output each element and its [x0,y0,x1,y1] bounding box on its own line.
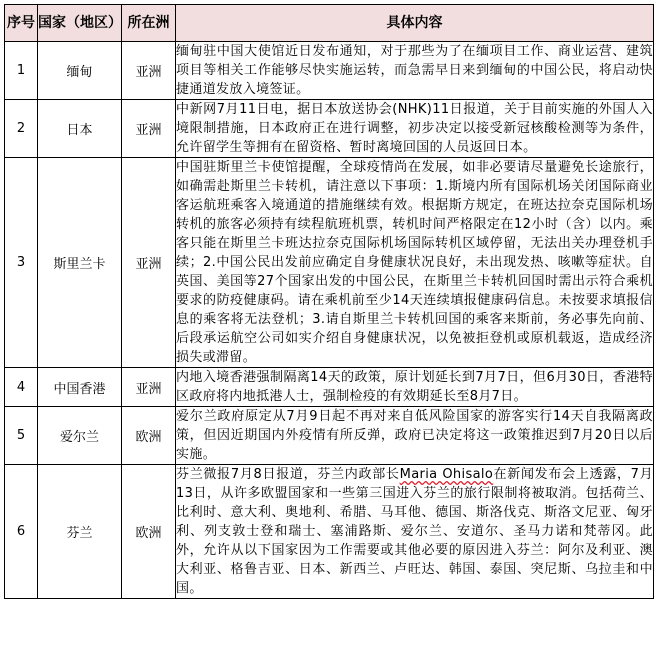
header-content: 具体内容 [176,5,654,42]
row-content: 中国驻斯里兰卡使馆提醒，全球疫情尚在发展，如非必要请尽量避免长途旅行，如确需赴斯里兰卡转机，请注意以下事项：1.斯境内所有国际机场关闭国际商业客运航班乘客入境通道的措施继续有效。根据斯方规定，在班达拉奈克国际机场转机的旅客必须持有续程航班机票，转机时间严格限定在12小时（含）以内。乘客只能在斯里兰卡班达拉奈克国际机场国际转机区域停留，无法出关办理登机手续；2.中国公民出发前应确定自身健康状况良好，未出现发热、咳嗽等症状。自英国、美国等27个国家出发的中国公民，在斯里兰卡转机回国时需出示符合乘机要求的防疫健康码。请在乘机前至少14天连续填报健康码信息。未按要求填报信息的乘客将无法登机；3.请自斯里兰卡转机回国的乘客来斯前，务必事先向前、后段承运航空公司如实介绍自身健康状况，以免被拒登机或原机载返，造成经济损失或滞留。 [176,158,654,368]
row-country: 斯里兰卡 [38,158,122,368]
row-region: 亚洲 [122,42,176,100]
table-row [5,407,654,465]
table-row [5,100,654,158]
row-content: 缅甸驻中国大使馆近日发布通知，对于那些为了在缅项目工作、商业运营、建筑项目等相关工作能够尽快实施运转，而急需早日来到缅甸的中国公民，将启动快捷通道发放入境签证。 [176,42,654,100]
content-text: 在新闻发布会上透露，7月13日，从许多欧盟国家和一些第三国进入芬兰的旅行限制将被取消。包括荷兰、比利时、意大利、奥地利、希腊、马耳他、德国、斯洛伐克、斯洛文尼亚、匈牙利、列支敦士登和瑞士、塞浦路斯、爱尔兰、安道尔、圣马力诺和梵蒂冈。此外，允许从以下国家因为工作需要或其他必要的原因进入芬兰：阿尔及利亚、澳大利亚、格鲁吉亚、日本、新西兰、卢旺达、韩国、泰国、突尼斯、乌拉圭和中国。 [176,467,653,596]
row-seq: 2 [5,100,38,158]
row-content: 内地入境香港强制隔离14天的政策，原计划延长到7月7日，但6月30日，香港特区政府将内地抵港人士，强制检疫的有效期延长至8月7日。 [176,368,654,407]
minister-name: Maria Ohisalo [399,467,494,482]
row-country: 中国香港 [38,368,122,407]
header-country: 国家（地区） [38,5,122,42]
row-region: 亚洲 [122,100,176,158]
header-seq: 序号 [5,5,38,42]
row-country: 日本 [38,100,122,158]
table-row [5,465,654,599]
row-seq: 5 [5,407,38,465]
row-region: 欧洲 [122,407,176,465]
row-content: 中新网7月11日电，据日本放送协会(NHK)11日报道，关于目前实施的外国人入境限制措施，日本政府正在进行调整，初步决定以接受新冠核酸检测等为条件，允许留学生等拥有在留资格、暂时离境回国的人员返回日本。 [176,100,654,158]
table-row [5,158,654,368]
row-seq: 4 [5,368,38,407]
row-content: 爱尔兰政府原定从7月9日起不再对来自低风险国家的游客实行14天自我隔离政策，但因近期国内外疫情有所反弹，政府已决定将这一政策推迟到7月20日以后实施。 [176,407,654,465]
table-row [5,368,654,407]
row-region: 亚洲 [122,368,176,407]
table-row [5,42,654,100]
row-region: 亚洲 [122,158,176,368]
row-region: 欧洲 [122,465,176,599]
row-seq: 3 [5,158,38,368]
row-content [176,465,654,599]
row-seq: 1 [5,42,38,100]
row-seq: 6 [5,465,38,599]
row-country: 爱尔兰 [38,407,122,465]
header-row [5,5,654,42]
row-country: 芬兰 [38,465,122,599]
row-country: 缅甸 [38,42,122,100]
policy-table [4,4,654,599]
content-text: 芬兰微报7月8日报道，芬兰内政部长 [176,467,400,482]
header-region: 所在洲 [122,5,176,42]
